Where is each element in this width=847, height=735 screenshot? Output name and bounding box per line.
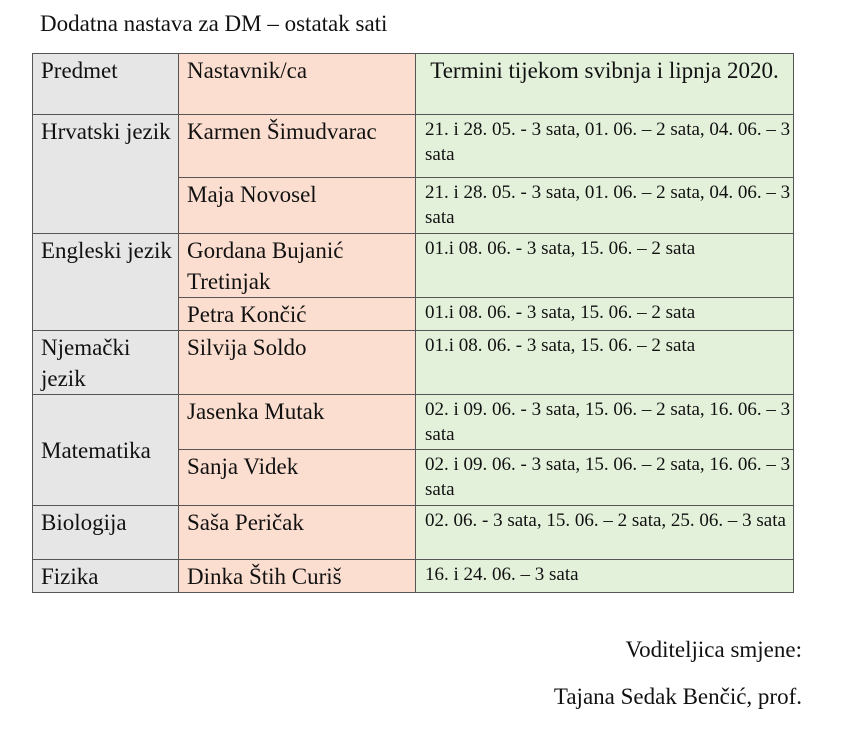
terms-cell: 02. i 09. 06. - 3 sata, 15. 06. – 2 sata, 16. 06. – 3 sata (416, 450, 794, 506)
terms-cell: 21. i 28. 05. - 3 sata, 01. 06. – 2 sata, 04. 06. – 3 sata (416, 178, 794, 234)
subject-cell: Biologija (33, 506, 179, 560)
subject-cell: Matematika (33, 395, 179, 506)
table-row (33, 506, 794, 560)
teacher-cell: Saša Peričak (179, 506, 416, 560)
page-title: Dodatna nastava za DM – ostatak sati (40, 11, 388, 36)
terms-cell: 02. 06. - 3 sata, 15. 06. – 2 sata, 25. 06. – 3 sata (416, 506, 794, 560)
terms-cell: 16. i 24. 06. – 3 sata (416, 560, 794, 593)
signature-role: Voditeljica smjene: (625, 637, 802, 662)
table-row (33, 115, 794, 178)
schedule-table (32, 53, 794, 593)
teacher-cell: Dinka Štih Curiš (179, 560, 416, 593)
header-teacher: Nastavnik/ca (179, 54, 416, 115)
teacher-cell: Petra Končić (179, 298, 416, 331)
table-row (33, 331, 794, 395)
teacher-cell: Jasenka Mutak (179, 395, 416, 450)
table-row (33, 234, 794, 298)
teacher-cell: Gordana Bujanić Tretinjak (179, 234, 416, 298)
teacher-cell: Sanja Videk (179, 450, 416, 506)
signature-name: Tajana Sedak Benčić, prof. (553, 684, 802, 709)
header-terms: Termini tijekom svibnja i lipnja 2020. (416, 54, 794, 115)
terms-cell: 01.i 08. 06. - 3 sata, 15. 06. – 2 sata (416, 234, 794, 298)
terms-cell: 02. i 09. 06. - 3 sata, 15. 06. – 2 sata, 16. 06. – 3 sata (416, 395, 794, 450)
subject-cell: Njemački jezik (33, 331, 179, 395)
subject-cell: Fizika (33, 560, 179, 593)
table-row (33, 560, 794, 593)
terms-cell: 01.i 08. 06. - 3 sata, 15. 06. – 2 sata (416, 298, 794, 331)
table-row (33, 395, 794, 450)
teacher-cell: Silvija Soldo (179, 331, 416, 395)
header-subject: Predmet (33, 54, 179, 115)
table-header-row (33, 54, 794, 115)
subject-cell: Engleski jezik (33, 234, 179, 331)
teacher-cell: Karmen Šimudvarac (179, 115, 416, 178)
terms-cell: 21. i 28. 05. - 3 sata, 01. 06. – 2 sata, 04. 06. – 3 sata (416, 115, 794, 178)
terms-cell: 01.i 08. 06. - 3 sata, 15. 06. – 2 sata (416, 331, 794, 395)
subject-cell: Hrvatski jezik (33, 115, 179, 234)
teacher-cell: Maja Novosel (179, 178, 416, 234)
